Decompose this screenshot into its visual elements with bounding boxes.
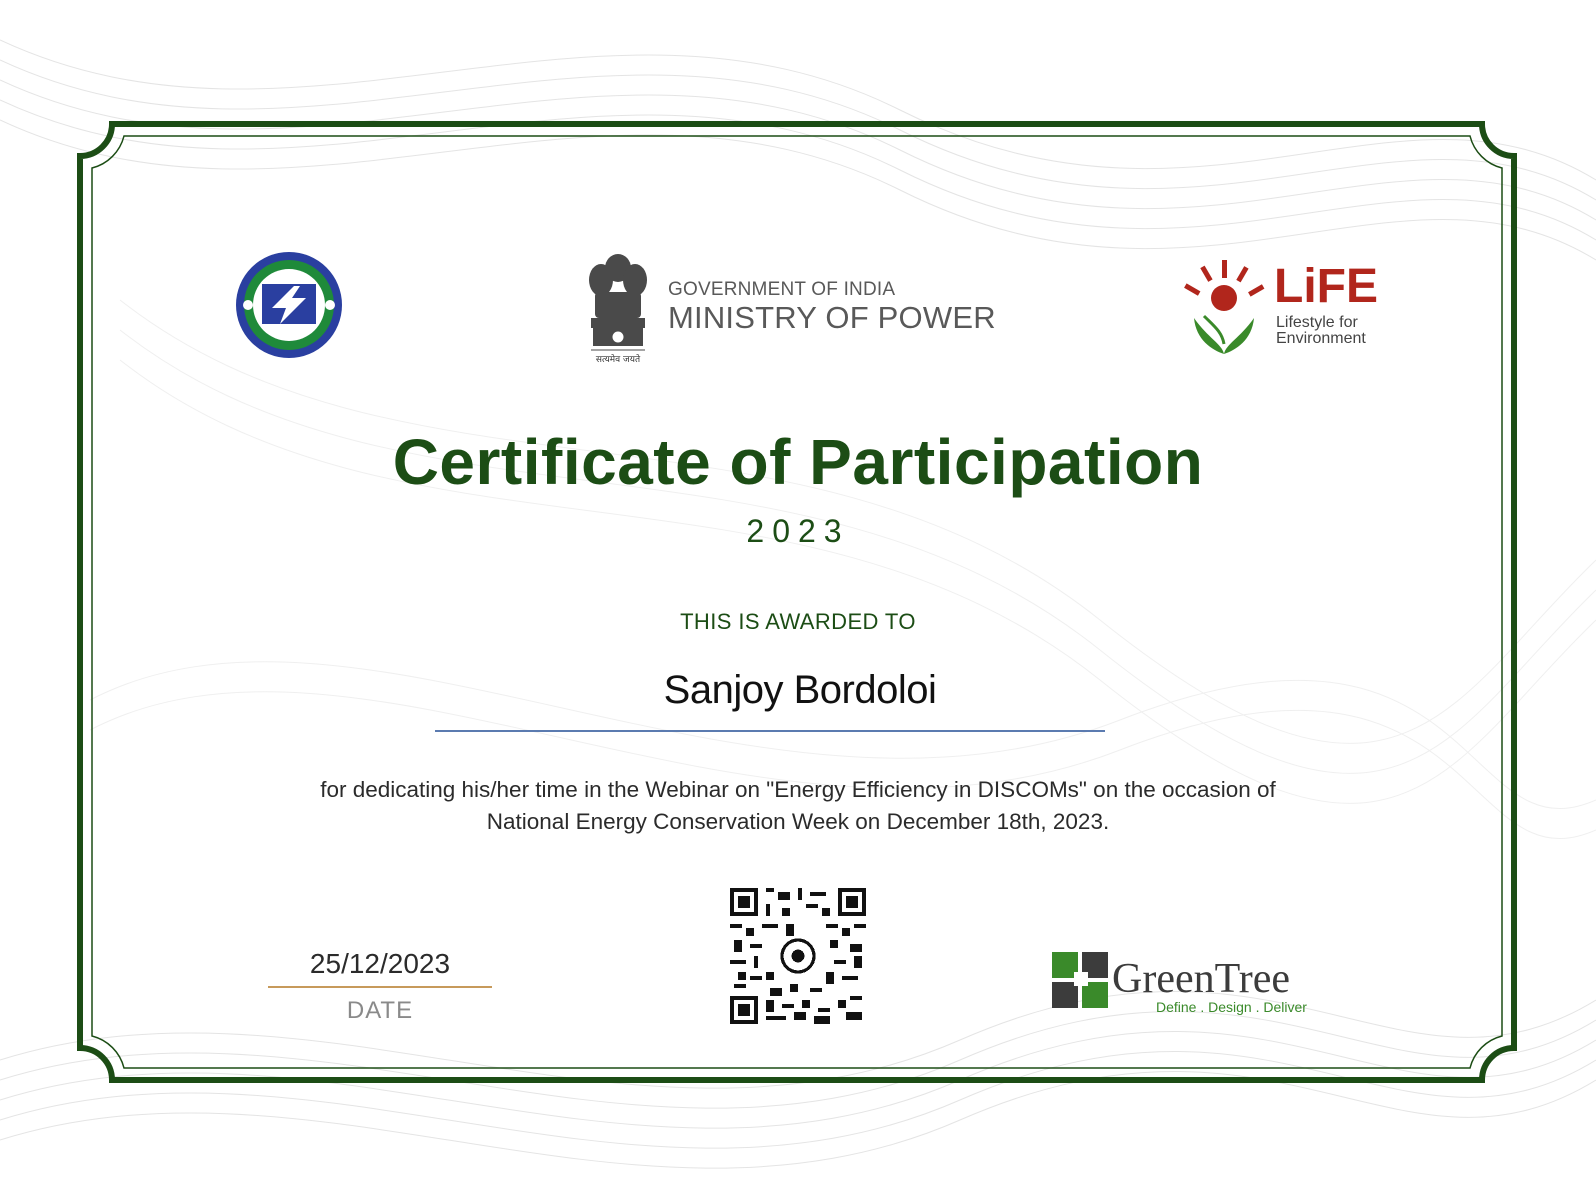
description-line-2: National Energy Conservation Week on December 18th, 2023. <box>486 809 1110 834</box>
certificate-description <box>210 774 1386 838</box>
greentree-logo <box>1052 950 1372 1022</box>
greentree-wordmark: GreenTree <box>1112 956 1291 1002</box>
date-label: DATE <box>346 997 414 1024</box>
life-tagline-2: Environment <box>1276 330 1366 347</box>
certificate-title: Certificate of Participation <box>392 426 1204 498</box>
ministry-of-power-text <box>668 280 996 336</box>
national-emblem-icon <box>583 250 653 368</box>
date-value: 25/12/2023 <box>309 948 451 979</box>
awarded-to-label: THIS IS AWARDED TO <box>680 609 916 634</box>
life-wordmark: LiFE <box>1274 260 1378 313</box>
qr-code <box>730 888 866 1024</box>
life-logo <box>1182 258 1382 358</box>
ministry-of-power-label: MINISTRY OF POWER <box>668 300 996 335</box>
life-tagline-1: Lifestyle for <box>1276 314 1358 331</box>
description-line-1: for dedicating his/her time in the Webinar on "Energy Efficiency in DISCOMs" on the occasion of <box>320 777 1276 802</box>
recipient-name: Sanjoy Bordoloi <box>663 668 937 712</box>
government-of-india-label: GOVERNMENT OF INDIA <box>668 279 896 300</box>
date-underline <box>268 986 492 988</box>
bee-logo <box>234 250 344 360</box>
certificate-year: 2023 <box>746 513 850 549</box>
emblem-motto: सत्यमेव जयते <box>595 355 641 365</box>
greentree-tagline: Define . Design . Deliver <box>1156 999 1307 1015</box>
recipient-underline <box>435 730 1105 732</box>
